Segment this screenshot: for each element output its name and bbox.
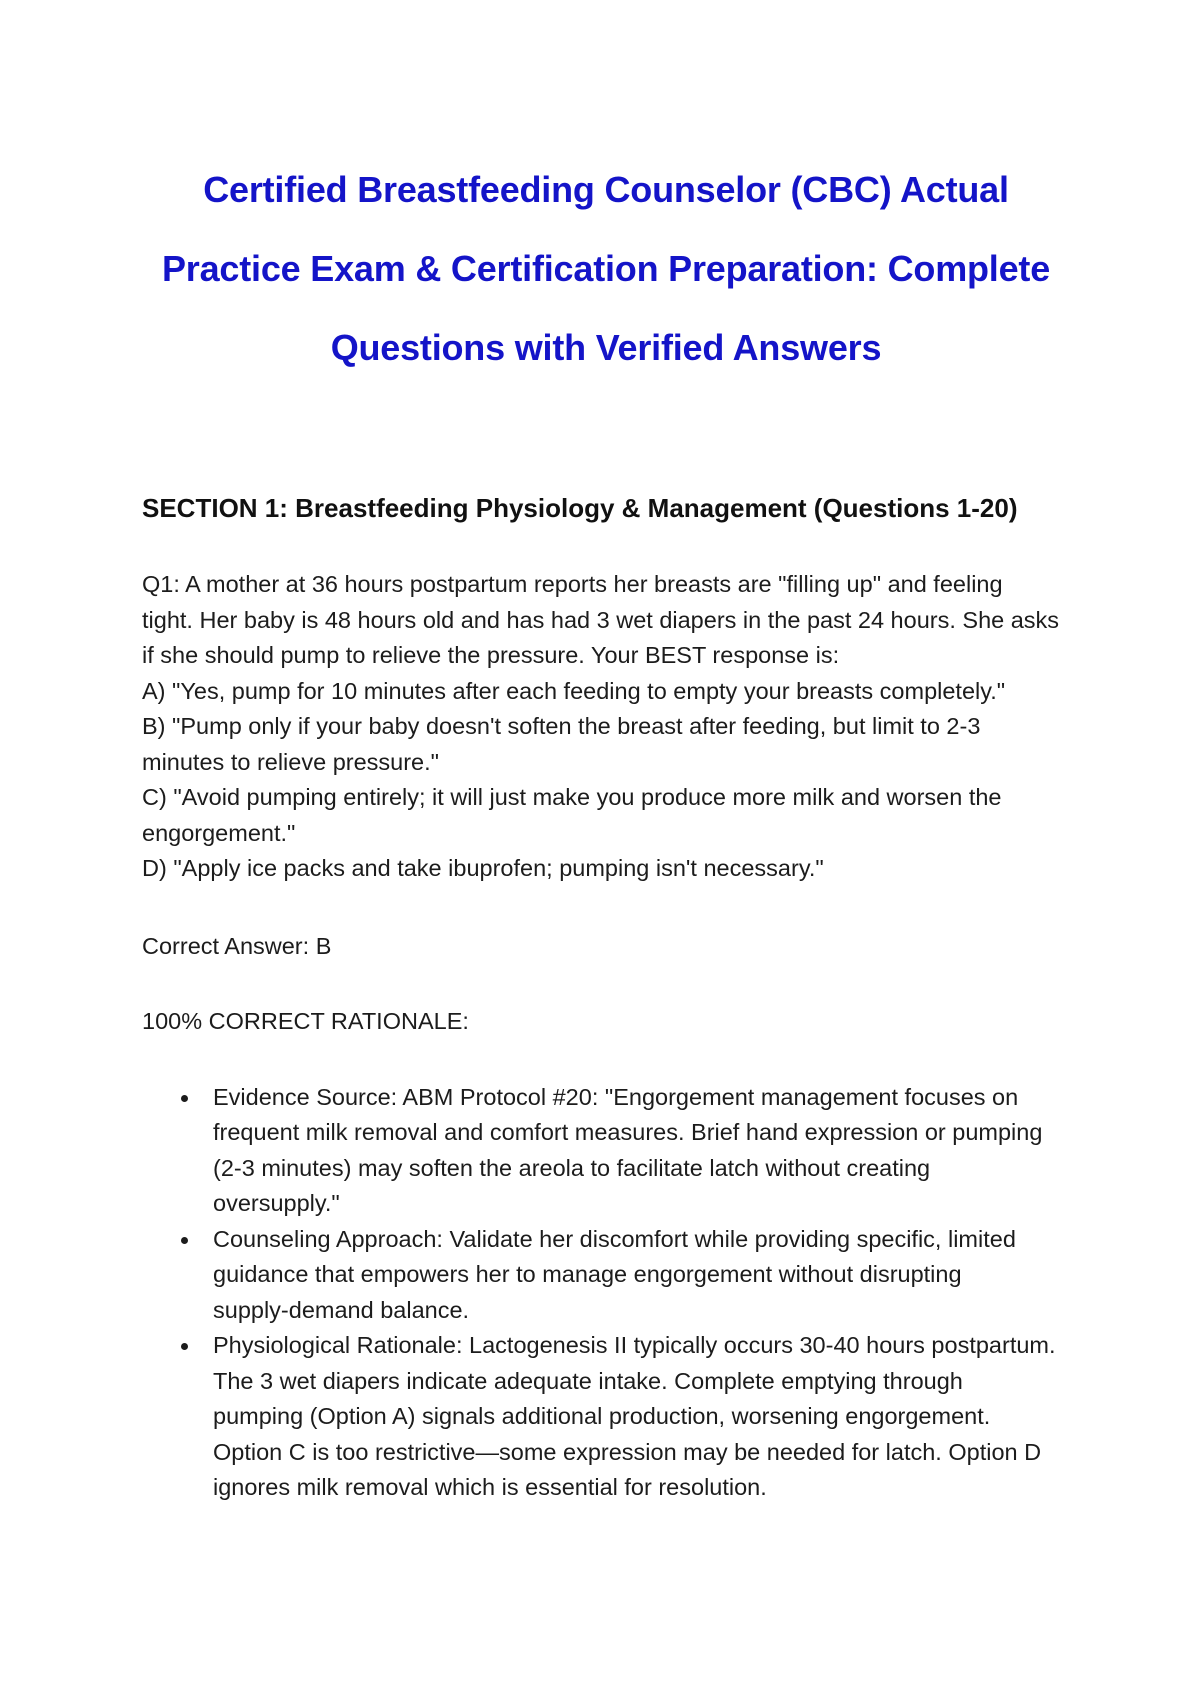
title-line: Certified Breastfeeding Counselor (CBC) Actual — [203, 169, 1009, 210]
option-b: B) "Pump only if your baby doesn't soften the breast after feeding, but limit to 2-3 — [142, 713, 981, 739]
bullet-icon — [181, 1095, 188, 1102]
correct-answer: Correct Answer: B — [142, 932, 332, 959]
title-line: Practice Exam & Certification Preparation: Complete — [161, 248, 1051, 289]
rationale-item-evidence-source — [142, 1080, 1070, 1222]
bullet-icon — [181, 1237, 188, 1244]
rationale-line: pumping (Option A) signals additional production, worsening engorgement. — [213, 1403, 991, 1429]
option-d: D) "Apply ice packs and take ibuprofen; pumping isn't necessary." — [142, 855, 824, 881]
rationale-list — [142, 1080, 1070, 1506]
question-stem-line: tight. Her baby is 48 hours old and has had 3 wet diapers in the past 24 hours. She asks — [142, 606, 1060, 633]
title-line: Questions with Verified Answers — [330, 327, 882, 368]
rationale-line: Option C is too restrictive—some expression may be needed for latch. Option D — [213, 1438, 1042, 1465]
question-block — [142, 567, 1070, 887]
option-c: C) "Avoid pumping entirely; it will just make you produce more milk and worsen the — [142, 784, 1002, 810]
rationale-line: guidance that empowers her to manage engorgement without disrupting — [213, 1261, 962, 1287]
rationale-label: 100% CORRECT RATIONALE: — [142, 1008, 469, 1034]
section-heading: SECTION 1: Breastfeeding Physiology & Management (Questions 1-20) — [142, 493, 1018, 523]
rationale-line: Counseling Approach: Validate her discomfort while providing specific, limited — [213, 1225, 1016, 1252]
question-stem-line: if she should pump to relieve the pressure. Your BEST response is: — [142, 642, 840, 668]
rationale-line: frequent milk removal and comfort measures. Brief hand expression or pumping — [213, 1119, 1043, 1145]
rationale-line: ignores milk removal which is essential for resolution. — [213, 1474, 767, 1500]
question-stem-line: Q1: A mother at 36 hours postpartum reports her breasts are "filling up" and feeling — [142, 571, 1003, 597]
option-c-continued: engorgement." — [142, 819, 296, 846]
rationale-line: oversupply." — [213, 1190, 340, 1216]
document-title — [142, 150, 1070, 387]
rationale-line: Physiological Rationale: Lactogenesis II typically occurs 30-40 hours postpartum. — [213, 1332, 1056, 1358]
rationale-line: supply-demand balance. — [213, 1296, 470, 1323]
rationale-line: (2-3 minutes) may soften the areola to facilitate latch without creating — [213, 1154, 931, 1181]
option-a: A) "Yes, pump for 10 minutes after each feeding to empty your breasts completely." — [142, 677, 1006, 704]
rationale-item-physiological-rationale — [142, 1328, 1070, 1506]
rationale-line: The 3 wet diapers indicate adequate intake. Complete emptying through — [213, 1367, 963, 1394]
rationale-item-counseling-approach — [142, 1222, 1070, 1329]
rationale-line: Evidence Source: ABM Protocol #20: "Engorgement management focuses on — [213, 1083, 1019, 1110]
option-b-continued: minutes to relieve pressure." — [142, 748, 439, 775]
bullet-icon — [181, 1343, 188, 1350]
